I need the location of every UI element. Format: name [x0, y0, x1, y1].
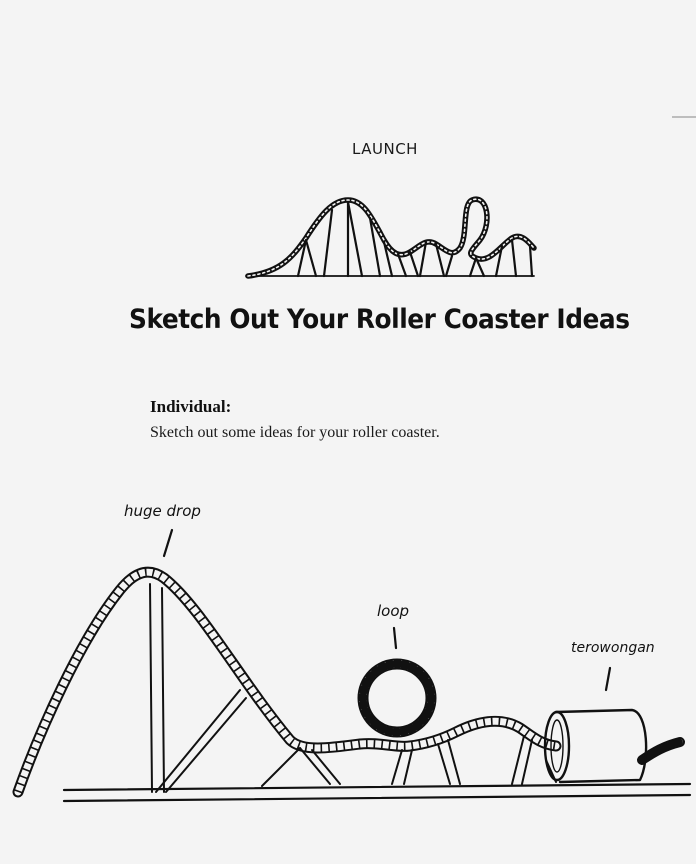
page-edge-mark — [672, 116, 696, 118]
header-coaster-illustration — [240, 188, 540, 288]
annotation-huge-drop: huge drop — [124, 502, 201, 520]
annotation-tunnel: terowongan — [571, 640, 655, 656]
section-heading: Individual: — [150, 397, 232, 416]
launch-label: LAUNCH — [352, 140, 418, 158]
page-title: Sketch Out Your Roller Coaster Ideas — [129, 304, 630, 335]
section-instruction: Sketch out some ideas for your roller coaster. — [150, 424, 440, 441]
annotation-loop: loop — [377, 602, 410, 620]
